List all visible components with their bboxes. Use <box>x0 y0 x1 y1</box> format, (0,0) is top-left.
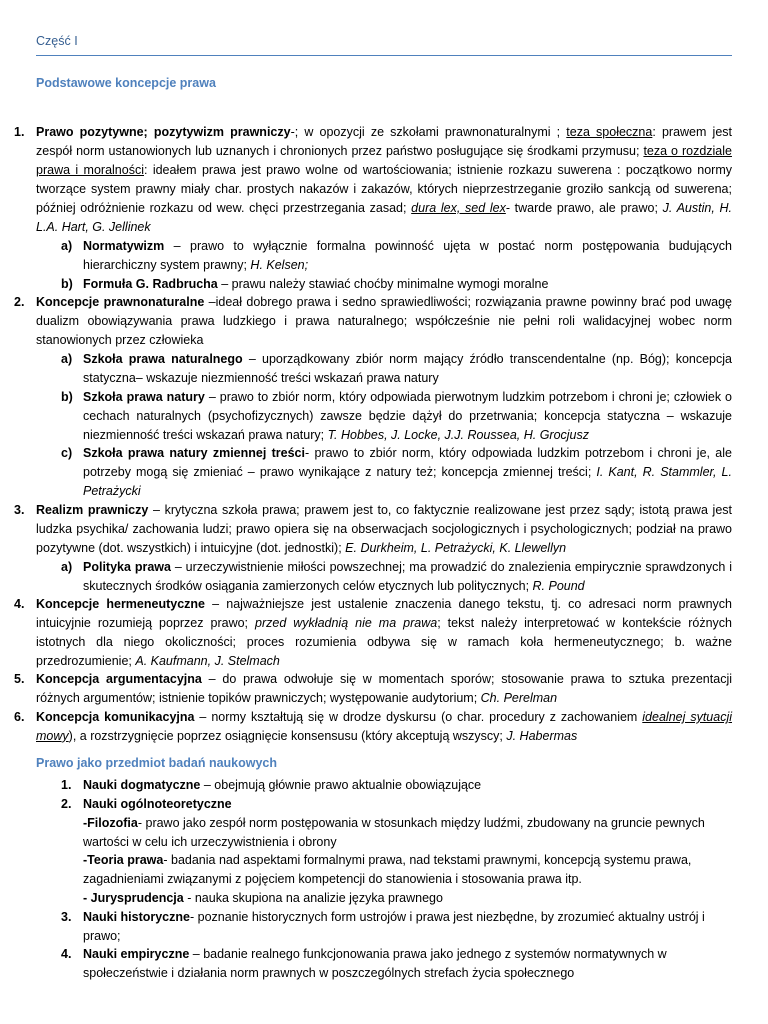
list-number: 4. <box>61 947 72 961</box>
sub-title: Szkoła prawa natury zmiennej treści <box>83 446 305 460</box>
part-text: - prawo jako zespół norm postępowania w stosunkach między ludźmi, zbudowany na gruncie pewnych wartości w celu ich urzeczywistnienia i obrony <box>83 816 705 849</box>
list-number: 6. <box>14 710 25 724</box>
item-text: ; tekst należy interpretować w kontekście różnych istotnych dla niego okoliczności; proces rozumienia odbywa się w ramach koła hermeneutycznego; b. ważne przedrozumienie; <box>36 615 733 668</box>
sub-title: Formuła G. Radbrucha <box>83 277 218 291</box>
item-italic: przed wykładnią nie ma prawa <box>255 615 438 630</box>
item-title: Koncepcja komunikacyjna <box>36 710 195 724</box>
list-number: 5. <box>14 672 25 686</box>
sub-text: – prawo to wyłącznie formalna powinność ujęta w postać norm postępowania budujących hierarchiczny system prawny; <box>83 239 732 272</box>
sub-item-text <box>83 350 732 388</box>
part-heading: Część I <box>36 34 78 48</box>
teza-o-rozdziale: teza o rozdziale prawa i moralności <box>36 143 732 177</box>
sub-title: Szkoła prawa naturalnego <box>83 352 243 366</box>
sub-item-text <box>83 388 732 445</box>
item-text: -; w opozycji ze szkołami prawnonaturalnymi ; <box>290 125 567 139</box>
item-title: Koncepcja argumentacyjna <box>36 672 202 686</box>
item-text: : ideałem prawa jest prawo wolne od wartościowania; istnienie rozkazu suwerena : początkowo normy tworzące system prawny miały char. prostych nakazów i zakazów, których nieprzestrzeganie groziło sankcją od suwerena; później odróżnienie rozkazu od wew. chęci przestrzegania zasad; <box>36 162 732 215</box>
sub-item-text <box>83 237 732 275</box>
item-title: Prawo pozytywne; pozytywizm prawniczy <box>36 125 291 139</box>
item-text: : prawem jest zespół norm ustanowionych lub uznanych i chronionych przez państwo posługujące się środkami przymusu; <box>36 125 733 158</box>
item-title: Realizm prawniczy <box>36 503 149 517</box>
sub-authors: T. Hobbes, J. Locke, J.J. Roussea, H. Grocjusz <box>327 427 590 442</box>
list-number: 1. <box>14 125 25 139</box>
sub-text: – prawo to zbiór norm, który odpowiada pierwotnym ludzkim potrzebom i chroni je; człowiek o cechach naturalnych (psychofizycznych) zawsze będzie dążył do przetrwania; koncepcja statyczna – wskazuje niezmienność treści wskazań prawa natury; <box>83 390 732 442</box>
part-title: -Teoria prawa <box>83 853 164 867</box>
science-title: Nauki historyczne <box>83 910 190 924</box>
sub-letter: c) <box>61 446 73 460</box>
section-heading-science: Prawo jako przedmiot badań naukowych <box>36 756 278 770</box>
list-item-text <box>36 123 732 236</box>
sub-item-text <box>83 275 732 294</box>
item-text: – normy kształtują się w drodze dyskursu (o char. procedury z zachowaniem <box>194 710 643 724</box>
science-item-text <box>83 908 732 946</box>
heading-rule <box>36 55 732 56</box>
part-title: - Jurysprudencja <box>83 891 184 905</box>
sub-letter: a) <box>61 239 73 253</box>
list-item-text <box>36 595 732 671</box>
list-item-text <box>36 670 732 708</box>
item-authors: Ch. Perelman <box>480 690 558 705</box>
science-item-text <box>83 776 732 795</box>
list-number: 2. <box>61 797 72 811</box>
sub-text: - prawo to zbiór norm, który odpowiada ludzkim potrzebom i chroni je, ale potrzeby mogą się zmieniać – prawo wynikające z natury też; koncepcja zmiennej treści; <box>83 446 732 479</box>
part-text: - nauka skupiona na analizie języka prawnego <box>183 891 443 905</box>
list-item-text <box>36 501 732 558</box>
sub-title: Szkoła prawa natury <box>83 390 205 404</box>
part-text: - badania nad aspektami formalnymi prawa, nad tekstami prawnymi, koncepcją systemu prawa, zagadnieniami związanymi z pojęciem kompetencji do stanowienia i stosowania prawa itp. <box>83 853 692 886</box>
list-item-text <box>36 708 732 746</box>
sub-item-text <box>83 558 732 596</box>
sub-letter: a) <box>61 352 73 366</box>
sub-title: Normatywizm <box>83 239 165 253</box>
item-text: –ideał dobrego prawa i sedno sprawiedliwości; rozwiązania prawne powinny brać pod uwagę dualizm obowiązywania prawa ludzkiego i prawa naturalnego; współcześnie nie pełni roli walidacyjnej wobec norm stanowionych przez człowieka <box>36 295 732 347</box>
science-title: Nauki dogmatyczne <box>83 778 201 792</box>
ideal-situation: idealnej sytuacji mowy <box>36 710 732 743</box>
sub-authors: R. Pound <box>532 578 585 593</box>
sub-text: – uporządkowany zbiór norm mający źródło transcendentalne (np. Bóg); koncepcja statyczna– wskazuje niezmienność treści wskazań prawa natury <box>83 352 732 385</box>
science-text: – badanie realnego funkcjonowania prawa jako jednego z systemów normatywnych w społeczeństwie i działania norm prawnych w poszczególnych strefach życia społecznego <box>83 947 667 980</box>
sub-authors: I. Kant, R. Stammler, L. Petrażycki <box>83 464 732 498</box>
sub-title: Polityka prawa <box>83 560 171 574</box>
item-text: - twarde prawo, ale prawo; <box>505 200 663 215</box>
part-title: -Filozofia <box>83 816 138 830</box>
list-number: 4. <box>14 597 25 611</box>
item-title: Koncepcje prawnonaturalne <box>36 295 205 309</box>
list-number: 1. <box>61 778 72 792</box>
science-part-text <box>83 889 732 908</box>
section-heading-concepts: Podstawowe koncepcje prawa <box>36 76 216 90</box>
list-number: 3. <box>61 910 72 924</box>
item-text: ), a rozstrzygnięcie poprzez osiągnięcie konsensusu (który akceptują wszyscy; <box>68 728 507 743</box>
list-number: 2. <box>14 295 25 309</box>
item-authors: J. Habermas <box>506 728 578 743</box>
science-item-text <box>83 795 732 814</box>
science-item-text <box>83 945 732 983</box>
item-text: – najważniejsze jest ustalenie znaczenia danego tekstu, tj. co adresaci norm prawnych intuicyjnie rozumieją poprzez prawo; <box>36 597 732 630</box>
science-part-text <box>83 851 732 889</box>
science-title: Nauki empiryczne <box>83 947 190 961</box>
science-text: – obejmują głównie prawo aktualnie obowiązujące <box>200 778 482 792</box>
sub-text: – prawu należy stawiać choćby minimalne wymogi moralne <box>217 277 549 291</box>
sub-letter: b) <box>61 390 73 404</box>
latin-phrase: dura lex, sed lex <box>411 200 506 215</box>
sub-authors: H. Kelsen; <box>250 257 309 272</box>
item-authors: A. Kaufmann, J. Stelmach <box>135 653 280 668</box>
item-title: Koncepcje hermeneutyczne <box>36 597 206 611</box>
science-text: - poznanie historycznych form ustrojów i prawa jest niezbędne, by zrozumieć aktualny ustrój i prawo; <box>83 910 705 943</box>
sub-letter: b) <box>61 277 73 291</box>
item-authors: J. Austin, H. L.A. Hart, G. Jellinek <box>36 200 732 234</box>
science-part-text <box>83 814 732 852</box>
item-text: – do prawa odwołuje się w momentach sporów; stosowanie prawa to sztuka prezentacji różnych argumentów; istnienie topików prawniczych; występowanie audytorium; <box>36 672 732 705</box>
item-authors: E. Durkheim, L. Petrażycki, K. Llewellyn <box>345 540 567 555</box>
science-title: Nauki ogólnoteoretyczne <box>83 797 232 811</box>
list-number: 3. <box>14 503 25 517</box>
list-item-text <box>36 293 732 350</box>
teza-spoleczna: teza społeczna <box>566 125 653 139</box>
item-text: – krytyczna szkoła prawa; prawem jest to, co faktycznie realizowane jest przez sądy; istotą prawa jest ludzka psychika/ zachowania ludzi; prawo opiera się na obserwacjach socjologicznych i psychologicznych; podział na prawo pozytywne (dot. wszystkich) i intuicyjne (dot. jednostki); <box>36 503 733 555</box>
sub-text: – urzeczywistnienie miłości powszechnej; ma prowadzić do znalezienia empirycznie sprawdzonych i skutecznych środków osiągania zamierzonych celów etycznych lub politycznych; <box>83 560 732 593</box>
sub-item-text <box>83 444 732 501</box>
sub-letter: a) <box>61 560 73 574</box>
